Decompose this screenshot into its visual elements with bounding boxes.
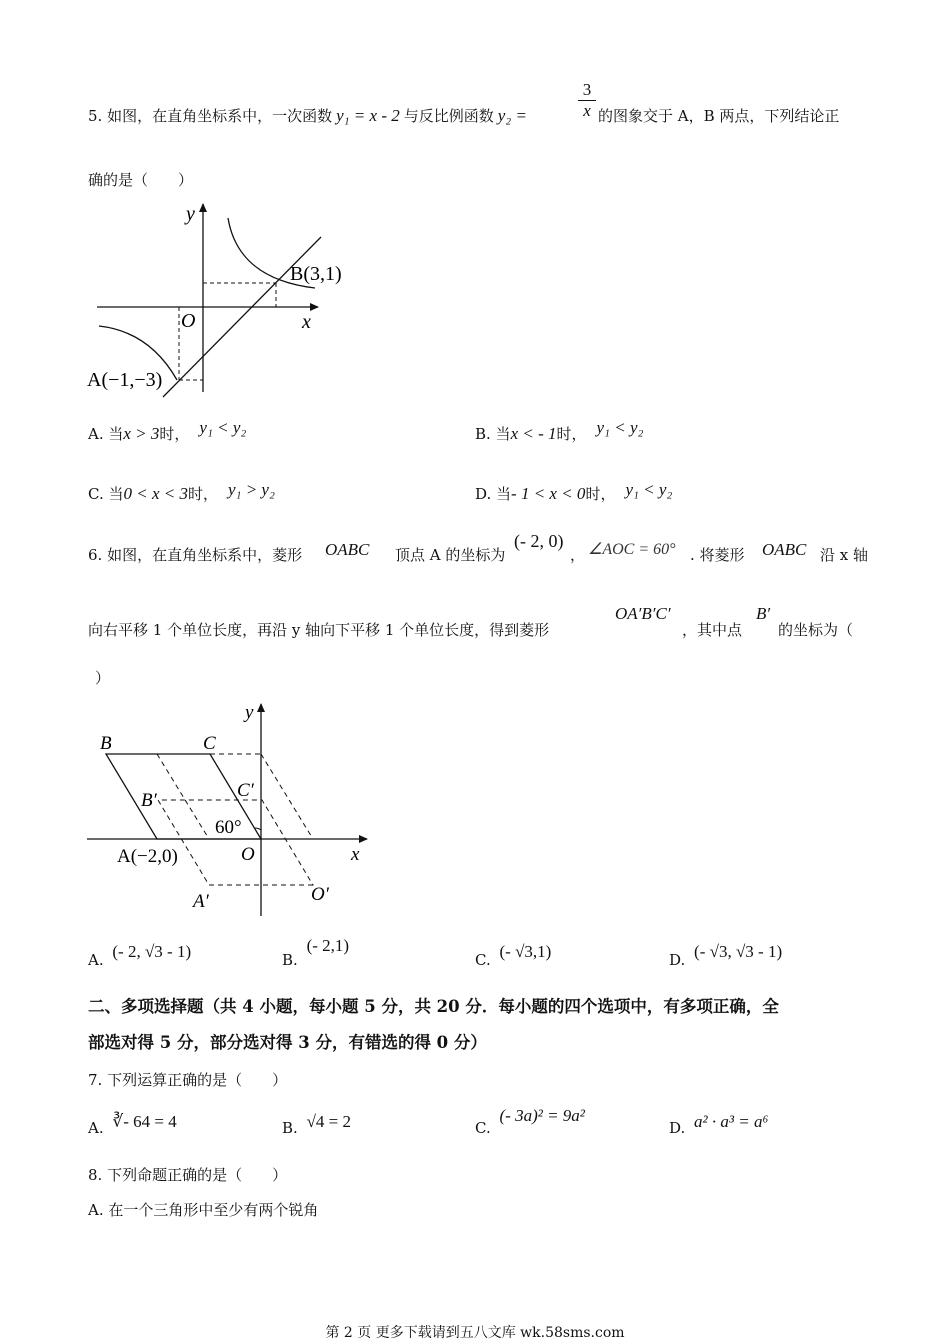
q6-c-label: C [203,733,216,754]
q5-point-b-label: B(3,1) [290,263,342,285]
q5-stem-line2: 确的是（ ） [88,171,194,189]
q7-option-d: D. a² · a³ = a⁶ [669,1112,769,1137]
q6-angle-label: 60° [215,817,242,838]
q5-option-c: C. 当0 < x < 3时， y₁ > y₂ [88,480,275,503]
q6-a-prime-label: A′ [193,891,209,912]
q6-angle: ∠AOC = 60° [588,541,676,558]
q6-stem-line2-end: 的坐标为（ [778,621,854,639]
q5-stem-line1: 5. 如图，在直角坐标系中，一次函数 y₁ = x - 2 与反比例函数 y₂ = [88,106,527,125]
q6-translate-text: . 将菱形 [690,546,745,564]
q6-point-b-prime: B′ [756,604,771,623]
q6-shape-prime: OA′B′C′ [615,604,671,623]
q6-option-b: B. (- 2,1) [282,936,350,969]
q5-point-a-label: A(−1,−3) [87,369,163,391]
q5-option-d: D. 当- 1 < x < 0时， y₁ < y₂ [475,480,673,503]
q7-option-c: C. (- 3a)² = 9a² [475,1106,585,1137]
q8-option-a: A. 在一个三角形中至少有两个锐角 [88,1201,319,1219]
q6-stem-line2-mid: ，其中点 [682,621,743,639]
q6-graph [85,700,385,920]
q6-shape-oabc-2: OABC [762,540,807,559]
q6-y-label: y [245,702,254,723]
q5-origin-label: O [181,310,196,332]
q6-b-prime-label: B′ [141,790,157,811]
q6-stem-line1: 6. 如图，在直角坐标系中，菱形 [88,546,303,564]
q5-y-label: y [186,203,195,225]
page-footer: 第 2 页 更多下载请到五八文库 wk.58sms.com [325,1325,625,1341]
q5-fraction-denominator: x [583,101,591,120]
q6-along-x: 沿 x 轴 [820,546,868,564]
q5-option-a: A. 当x > 3时， y₁ < y₂ [88,418,247,443]
q5-fraction [578,80,596,121]
q6-rhombus-prime [158,800,313,885]
q5-graph [85,200,345,400]
q6-vertex-text: 顶点 A 的坐标为 [395,546,506,564]
q6-comma: ， [570,546,586,564]
q5-stem-line1-end: 的图象交于 A，B 两点，下列结论正 [598,107,840,125]
q6-stem-line2: 向右平移 1 个单位长度，再沿 y 轴向下平移 1 个单位长度，得到菱形 [88,621,550,639]
q6-o-label: O [241,844,255,865]
q6-option-d: D. (- √3, √3 - 1) [669,942,783,969]
q6-dash-translate-1 [261,754,313,839]
q8-stem: 8. 下列命题正确的是（ ） [88,1166,288,1184]
q6-a-label: A(−2,0) [117,846,178,867]
section2-heading-line1: 二、多项选择题（共 4 小题，每小题 5 分，共 20 分．每小题的四个选项中，有多项正确，全 [88,997,779,1016]
q7-option-a: A. ∛- 64 = 4 [88,1112,177,1137]
q7-option-b: B. √4 = 2 [282,1112,351,1137]
q5-fraction-numerator: 3 [578,80,596,101]
q5-inverse-lhs: y₂ = [497,106,527,125]
q6-x-label: x [351,844,360,865]
q6-dash-translate-2 [157,754,209,839]
q6-stem-line3: ） [95,669,111,687]
q6-o-prime-label: O′ [311,884,329,905]
q6-option-a: A. (- 2, √3 - 1) [88,942,192,969]
q6-coord-a: (- 2, 0) [514,531,564,551]
section2-heading-line2: 部选对得 5 分，部分选对得 3 分，有错选的得 0 分） [88,1033,487,1052]
q6-option-c: C. (- √3,1) [475,942,552,969]
q6-b-label: B [100,733,112,754]
q5-line-equation: y₁ = x - 2 [336,106,400,125]
q6-c-prime-label: C′ [237,780,254,801]
q6-shape-oabc: OABC [325,540,370,559]
q5-x-label: x [302,311,311,333]
q7-stem: 7. 下列运算正确的是（ ） [88,1071,288,1089]
q5-option-b: B. 当x < - 1时， y₁ < y₂ [475,418,644,443]
